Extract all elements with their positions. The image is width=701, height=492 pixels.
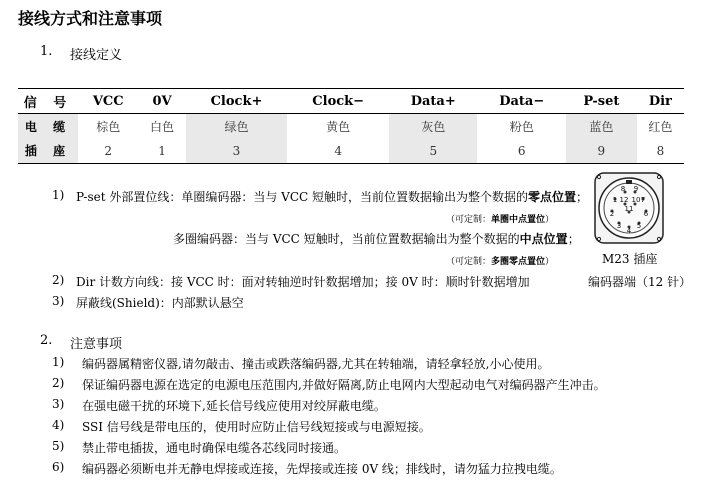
note-number: 3) <box>52 397 65 411</box>
pset-line-2-text: 多圈编码器：当与 VCC 短触时，当前位置数据输出为整个数据的 <box>173 232 520 246</box>
pset-line-1-text: P-set 外部置位线：单圈编码器：当与 VCC 短触时，当前位置数据输出为整个数据的 <box>76 190 529 204</box>
table-cell: 白色 <box>150 119 175 134</box>
table-cell: 黄色 <box>326 119 351 134</box>
pset-note-1 <box>446 212 554 225</box>
table-header-row <box>18 89 684 114</box>
connector-key-notch <box>626 180 632 184</box>
pin-label: 4 <box>626 227 632 235</box>
note-text: 编码器属精密仪器,请勿敲击、撞击或跌落编码器,尤其在转轴端，请轻拿轻放,小心使用。 <box>82 357 550 371</box>
table-cell: 6 <box>477 139 565 164</box>
shield-text: 屏蔽线(Shield)：内部默认悬空 <box>76 296 244 310</box>
row-label: 插 座 <box>18 139 78 164</box>
table-cell: 2 <box>78 139 138 164</box>
table-cell: 8 <box>637 139 684 164</box>
connector-caption: M23 插座 <box>602 252 658 266</box>
note-number: 5) <box>52 439 65 453</box>
table-header-cell: Data+ <box>389 89 477 114</box>
row-label: 电 缆 <box>18 114 78 139</box>
pin-label: 11 <box>624 205 634 213</box>
pset-note-2 <box>446 254 554 267</box>
table-cell: 绿色 <box>186 114 288 139</box>
pset-line-2 <box>173 230 580 247</box>
pset-note-2-text: （可定制： <box>446 257 492 267</box>
note-text: SSI 信号线是带电压的，使用时应防止信号线短接或与电源短接。 <box>82 420 431 434</box>
table-header-cell: Dir <box>637 89 684 114</box>
section-1-number: 1. <box>40 44 53 59</box>
note-number: 1) <box>52 355 65 369</box>
pin-label: 10 <box>631 196 641 204</box>
table-header-cell: 0V <box>138 89 185 114</box>
section-2-title: 注意事项 <box>70 337 123 352</box>
note-number: 6) <box>52 460 65 474</box>
note-text: 保证编码器电源在选定的电源电压范围内,并做好隔离,防止电网内大型起动电气对编码器产生冲击。 <box>82 378 606 392</box>
table-cell: 红色 <box>648 119 673 134</box>
pset-line-2-emphasis: 中点位置 <box>519 232 568 246</box>
pin-label: 7 <box>640 196 646 204</box>
dir-number: 2) <box>52 273 65 287</box>
m23-connector-diagram <box>593 171 665 245</box>
table-cell: 5 <box>389 139 477 164</box>
pset-note-1-emphasis: 单圈中点置位 <box>491 215 546 225</box>
section-1-title: 接线定义 <box>70 48 123 63</box>
table-cell: 4 <box>287 139 389 164</box>
pin-label: 2 <box>609 210 615 218</box>
shield-number: 3) <box>52 294 65 308</box>
pset-number: 1) <box>52 188 65 202</box>
pset-note-2-emphasis: 多圈零点置位 <box>491 257 546 267</box>
table-cell: 3 <box>186 139 288 164</box>
pin-label: 6 <box>643 210 649 218</box>
pset-line-2-end: ； <box>567 232 580 246</box>
pin-label: 8 <box>620 185 626 193</box>
pset-line-1 <box>76 188 588 205</box>
table-cell: 灰色 <box>389 114 477 139</box>
pin-label: 9 <box>633 185 639 193</box>
dir-text: Dir 计数方向线：接 VCC 时：面对转轴逆时针数据增加；接 0V 时：顺时针数据增加 <box>76 275 530 289</box>
table-cell: 1 <box>138 139 185 164</box>
note-text: 禁止带电插拔，通电时确保电缆各芯线同时接通。 <box>82 441 347 455</box>
pset-line-1-emphasis: 零点位置 <box>528 190 577 204</box>
table-row <box>18 139 684 164</box>
table-cell: 蓝色 <box>566 114 637 139</box>
table-header-cell: Clock− <box>287 89 389 114</box>
table-header-cell: VCC <box>78 89 138 114</box>
pset-note-1-text: （可定制： <box>446 215 492 225</box>
pin-label: 3 <box>616 222 622 230</box>
note-text: 编码器必须断电并无静电焊接或连接，先焊接或连接 0V 线；排线时，请勿猛力拉拽电缆。 <box>82 462 562 476</box>
table-header-cell: 信 号 <box>18 89 78 114</box>
note-text: 在强电磁干扰的环境下,延长信号线应使用对绞屏蔽电缆。 <box>82 399 386 413</box>
page-title: 接线方式和注意事项 <box>18 9 163 28</box>
pset-line-1-end: ； <box>576 190 589 204</box>
section-2-number: 2. <box>40 333 53 348</box>
table-header-cell: P-set <box>566 89 637 114</box>
pset-note-2-end: ） <box>545 257 555 267</box>
table-row <box>18 114 684 139</box>
wiring-definition-table <box>18 88 684 164</box>
note-number: 2) <box>52 376 65 390</box>
pin-label: 1 <box>612 196 618 204</box>
note-number: 4) <box>52 418 65 432</box>
table-cell: 9 <box>566 139 637 164</box>
table-cell: 棕色 <box>96 119 121 134</box>
table-header-cell: Data− <box>477 89 565 114</box>
connector-subcaption: 编码器端（12 针） <box>588 275 692 289</box>
table-header-cell: Clock+ <box>186 89 288 114</box>
table-cell: 粉色 <box>509 119 534 134</box>
pin-label: 5 <box>636 222 642 230</box>
pset-note-1-end: ） <box>545 215 555 225</box>
pin-label: 12 <box>619 196 629 204</box>
